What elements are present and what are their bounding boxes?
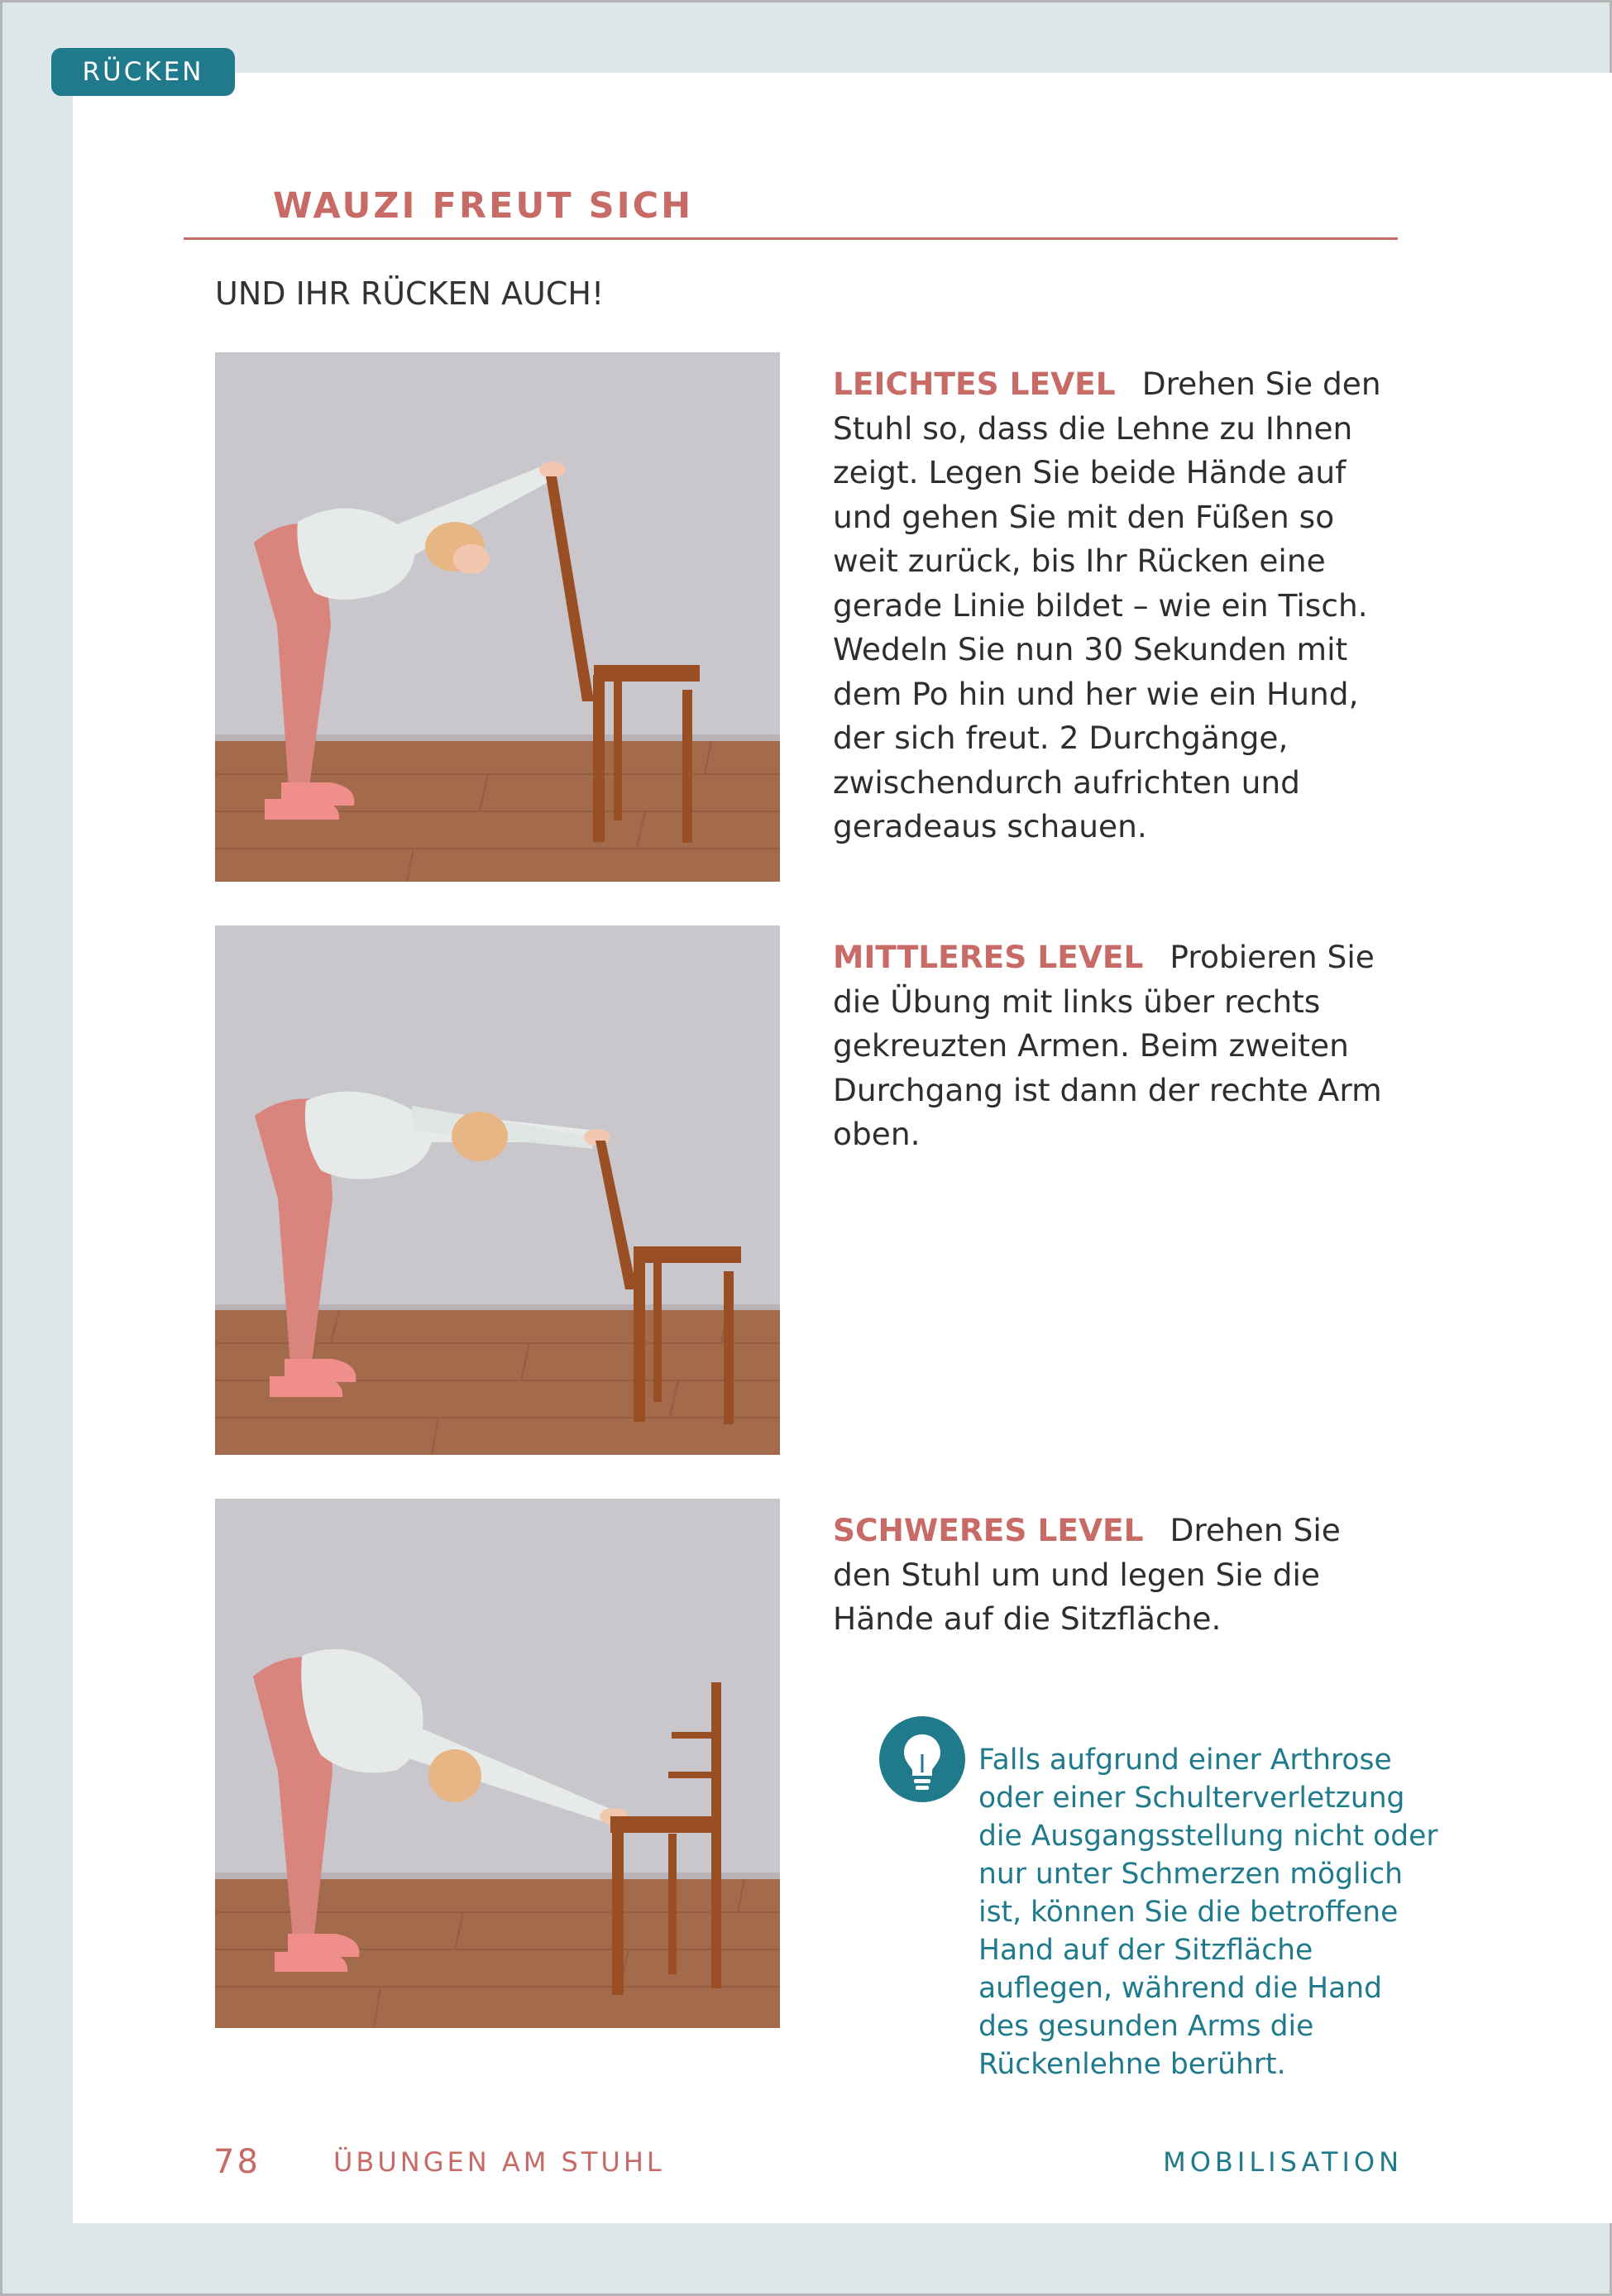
lightbulb-icon [879, 1716, 965, 1802]
level-medium-description [833, 935, 1395, 1157]
exercise-photo-easy [215, 352, 780, 882]
section-tab: RÜCKEN [51, 48, 235, 96]
footer-section-title: ÜBUNGEN AM STUHL [333, 2146, 665, 2178]
level-easy-label: LEICHTES LEVEL [833, 366, 1116, 402]
photo-woman-crossed-arms-on-chair [215, 926, 780, 1455]
level-hard-description [833, 1509, 1395, 1642]
level-easy-description [833, 362, 1395, 849]
page-subtitle: UND IHR RÜCKEN AUCH! [215, 275, 605, 312]
photo-woman-hands-on-seat [215, 1499, 780, 2028]
tip-text: Falls aufgrund einer Arthrose oder einer Schulterverletzung die Ausgangsstellung nicht oder nur unter Schmerzen möglich ist, können Sie die betroffene Hand auf der Sitzfläche auflegen, während die Hand des gesunden Arms die Rückenlehne berührt. [978, 1744, 1438, 2081]
level-hard-text: Drehen Sie den Stuhl um und legen Sie die Hände auf die Sitzfläche. [833, 1512, 1341, 1637]
exercise-photo-hard [215, 1499, 780, 2028]
title-divider [184, 237, 1398, 240]
level-medium-label: MITTLERES LEVEL [833, 939, 1144, 975]
footer-category: MOBILISATION [1163, 2146, 1403, 2178]
page-title: WAUZI FREUT SICH [273, 185, 694, 227]
photo-woman-hands-on-chair-back [215, 352, 780, 882]
level-medium-text: Probieren Sie die Übung mit links über rechts gekreuzten Armen. Beim zweiten Durchgang ist dann der rechte Arm oben. [833, 939, 1382, 1152]
level-easy-text: Drehen Sie den Stuhl so, dass die Lehne zu Ihnen zeigt. Legen Sie beide Hände auf und gehen Sie mit den Füßen so weit zurück, bis Ihr Rücken eine gerade Linie bildet – wie ein Tisch. Wedeln Sie nun 30 Sekunden mit dem Po hin und her wie ein Hund, der sich freut. 2 Durchgänge, zwischendurch aufrichten und geradeaus schauen. [833, 366, 1381, 844]
page-number: 78 [213, 2143, 261, 2181]
exercise-photo-medium [215, 926, 780, 1455]
level-hard-label: SCHWERES LEVEL [833, 1512, 1144, 1548]
